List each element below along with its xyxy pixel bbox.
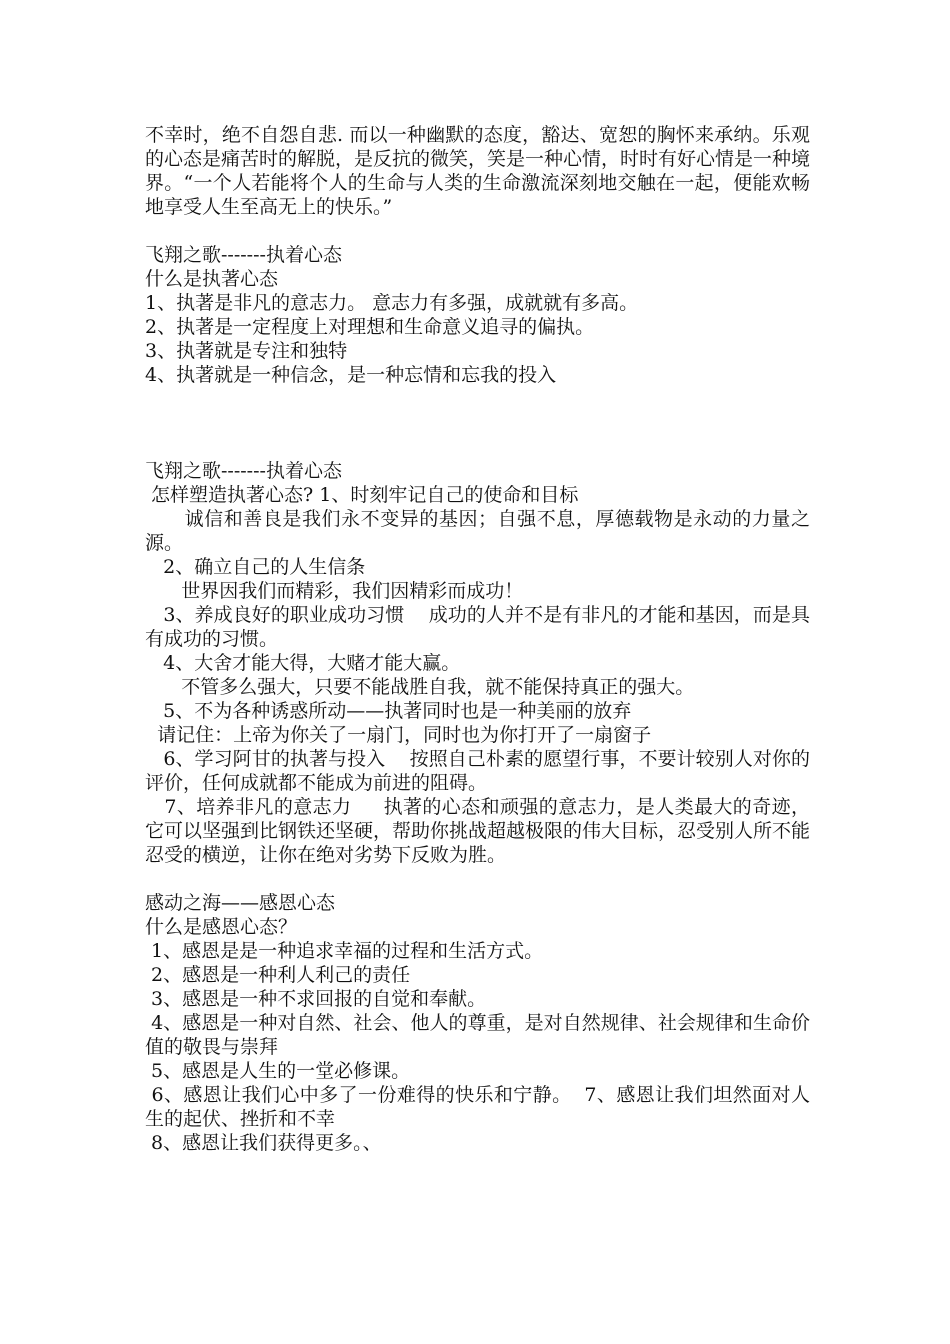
subheading-how-to-build: 怎样塑造执著心态? 1、时刻牢记自己的使命和目标	[145, 484, 579, 506]
list-item: 1、感恩是是一种追求幸福的过程和生活方式。	[145, 940, 544, 962]
section-heading-gratitude: 感动之海——感恩心态	[145, 892, 336, 914]
blank-lines	[145, 387, 810, 459]
list-item: 4、感恩是一种对自然、社会、他人的尊重，是对自然规律、社会规律和生命价值的敬畏与崇拜	[145, 1012, 811, 1058]
body-paragraph: 世界因我们而精彩，我们因精彩而成功！	[145, 580, 524, 602]
list-item: 4、执著就是一种信念，是一种忘情和忘我的投入	[145, 364, 557, 386]
subheading-what-is-gratitude: 什么是感恩心态？	[145, 916, 298, 938]
document-body	[145, 123, 810, 1155]
list-item: 3、执著就是专注和独特	[145, 340, 348, 362]
list-item: 2、执著是一定程度上对理想和生命意义追寻的偏执。	[145, 316, 595, 338]
blank-line	[145, 867, 810, 891]
list-item: 2、确立自己的人生信条	[145, 556, 366, 578]
list-item: 3、感恩是一种不求回报的自觉和奉献。	[145, 988, 487, 1010]
list-item: 8、感恩让我们获得更多。、	[145, 1132, 382, 1154]
list-item: 2、感恩是一种利人利己的责任	[145, 964, 411, 986]
subheading-what-is-persistence: 什么是执著心态	[145, 268, 279, 290]
list-item: 6、感恩让我们心中多了一份难得的快乐和宁静。 7、感恩让我们坦然面对人生的起伏、挫折和不幸	[145, 1084, 810, 1130]
blank-line	[145, 219, 810, 243]
list-item: 3、养成良好的职业成功习惯 成功的人并不是有非凡的才能和基因，而是具有成功的习惯。	[145, 604, 810, 650]
list-item: 6、学习阿甘的执著与投入 按照自己朴素的愿望行事，不要计较别人对你的评价，任何成就都不能成为前进的阻碍。	[145, 748, 810, 794]
section-heading-persistence: 飞翔之歌-------执着心态	[145, 244, 342, 266]
paragraph-optimism-conclusion: 不幸时，绝不自怨自悲. 而以一种幽默的态度，豁达、宽恕的胸怀来承纳。乐观的心态是痛苦时的解脱，是反抗的微笑，笑是一种心情，时时有好心情是一种境界。“一个人若能将个人的生命与人类的生命激流深刻地交触在一起，便能欢畅地享受人生至高无上的快乐。”	[145, 124, 811, 218]
list-item: 5、不为各种诱惑所动——执著同时也是一种美丽的放弃	[145, 700, 632, 722]
body-paragraph: 请记住：上帝为你关了一扇门，同时也为你打开了一扇窗子	[145, 724, 652, 746]
list-item: 7、培养非凡的意志力 执著的心态和顽强的意志力，是人类最大的奇迹，它可以坚强到比钢铁还坚硬，帮助你挑战超越极限的伟大目标，忍受别人所不能忍受的横逆，让你在绝对劣势下反败为胜。	[145, 796, 811, 866]
list-item: 4、大舍才能大得，大赌才能大赢。	[145, 652, 461, 674]
list-item: 1、执著是非凡的意志力。 意志力有多强，成就就有多高。	[145, 292, 639, 314]
section-heading-persistence-repeat: 飞翔之歌-------执着心态	[145, 460, 342, 482]
body-paragraph: 诚信和善良是我们永不变异的基因；自强不息，厚德载物是永动的力量之源。	[145, 508, 810, 554]
list-item: 5、感恩是人生的一堂必修课。	[145, 1060, 411, 1082]
body-paragraph: 不管多么强大，只要不能战胜自我，就不能保持真正的强大。	[145, 676, 695, 698]
